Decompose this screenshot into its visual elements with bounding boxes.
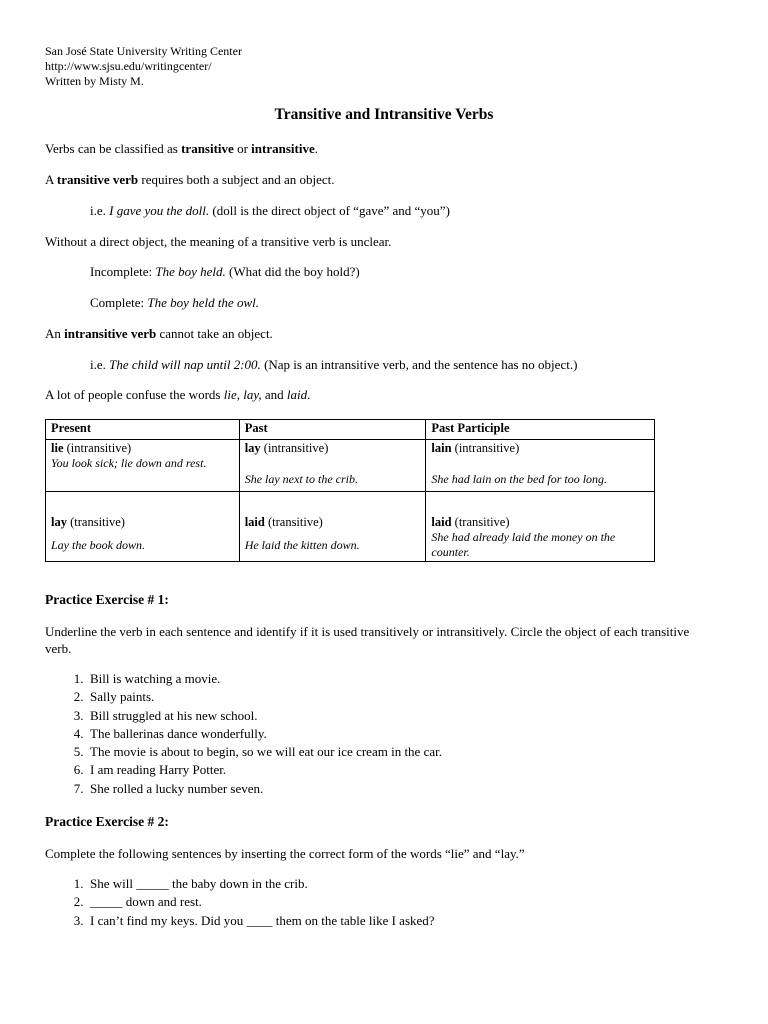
list-item: 1. She will _____ the baby down in the crib. bbox=[73, 876, 308, 891]
table-cell: lay (transitive) Lay the book down. bbox=[46, 492, 240, 562]
exercise1-list bbox=[45, 670, 442, 798]
list-item: 4. The ballerinas dance wonderfully. bbox=[73, 725, 267, 741]
intransitive-definition: An intransitive verb cannot take an object. bbox=[45, 326, 273, 341]
verb-forms-table bbox=[45, 419, 655, 562]
intro-classified: Verbs can be classified as transitive or intransitive. bbox=[45, 141, 318, 156]
incomplete-example: Incomplete: The boy held. (What did the boy hold?) bbox=[90, 264, 360, 279]
confuse-words: A lot of people confuse the words lie, lay, and laid. bbox=[45, 387, 311, 402]
table-header-row bbox=[46, 420, 655, 440]
list-item: 3. I can’t find my keys. Did you ____ them on the table like I asked? bbox=[73, 912, 435, 928]
exercise1-instructions: Underline the verb in each sentence and identify if it is used transitively or intransitively. Circle the object of each transitive verb. bbox=[45, 624, 690, 656]
header-past-participle: Past Participle bbox=[426, 420, 655, 440]
header-institution: San José State University Writing Center bbox=[45, 44, 242, 58]
table-cell: laid (transitive) She had already laid the money on the counter. bbox=[426, 492, 655, 562]
header-past: Past bbox=[239, 420, 426, 440]
page-title: Transitive and Intransitive Verbs bbox=[274, 106, 494, 123]
table-row bbox=[46, 492, 655, 562]
list-item: 2. _____ down and rest. bbox=[73, 894, 202, 910]
table-row bbox=[46, 440, 655, 492]
header-present: Present bbox=[46, 420, 240, 440]
transitive-example: i.e. I gave you the doll. (doll is the direct object of “gave” and “you”) bbox=[90, 203, 450, 218]
list-item: 7. She rolled a lucky number seven. bbox=[73, 780, 264, 796]
list-item: 5. The movie is about to begin, so we will eat our ice cream in the car. bbox=[73, 744, 442, 760]
table-cell: lay (intransitive) She lay next to the crib. bbox=[239, 440, 426, 492]
table-cell: laid (transitive) He laid the kitten down. bbox=[239, 492, 426, 562]
exercise1-heading: Practice Exercise # 1: bbox=[45, 592, 169, 607]
transitive-definition: A transitive verb requires both a subject and an object. bbox=[45, 172, 335, 187]
transitive-unclear: Without a direct object, the meaning of a transitive verb is unclear. bbox=[45, 234, 392, 249]
table-cell: lie (intransitive) You look sick; lie down and rest. bbox=[46, 440, 240, 492]
table-cell: lain (intransitive) She had lain on the bed for too long. bbox=[426, 440, 655, 492]
exercise2-instructions: Complete the following sentences by inserting the correct form of the words “lie” and “lay.” bbox=[45, 846, 525, 861]
intransitive-example: i.e. The child will nap until 2:00. (Nap is an intransitive verb, and the sentence has no object.) bbox=[90, 357, 578, 372]
header-author: Written by Misty M. bbox=[45, 74, 144, 88]
complete-example: Complete: The boy held the owl. bbox=[90, 295, 259, 310]
list-item: 1. Bill is watching a movie. bbox=[73, 671, 221, 686]
list-item: 3. Bill struggled at his new school. bbox=[73, 707, 258, 723]
header-url: http://www.sjsu.edu/writingcenter/ bbox=[45, 59, 212, 73]
list-item: 2. Sally paints. bbox=[73, 689, 155, 705]
exercise2-list bbox=[45, 875, 435, 930]
list-item: 6. I am reading Harry Potter. bbox=[73, 762, 227, 778]
exercise2-heading: Practice Exercise # 2: bbox=[45, 814, 169, 829]
document-header bbox=[45, 44, 242, 89]
